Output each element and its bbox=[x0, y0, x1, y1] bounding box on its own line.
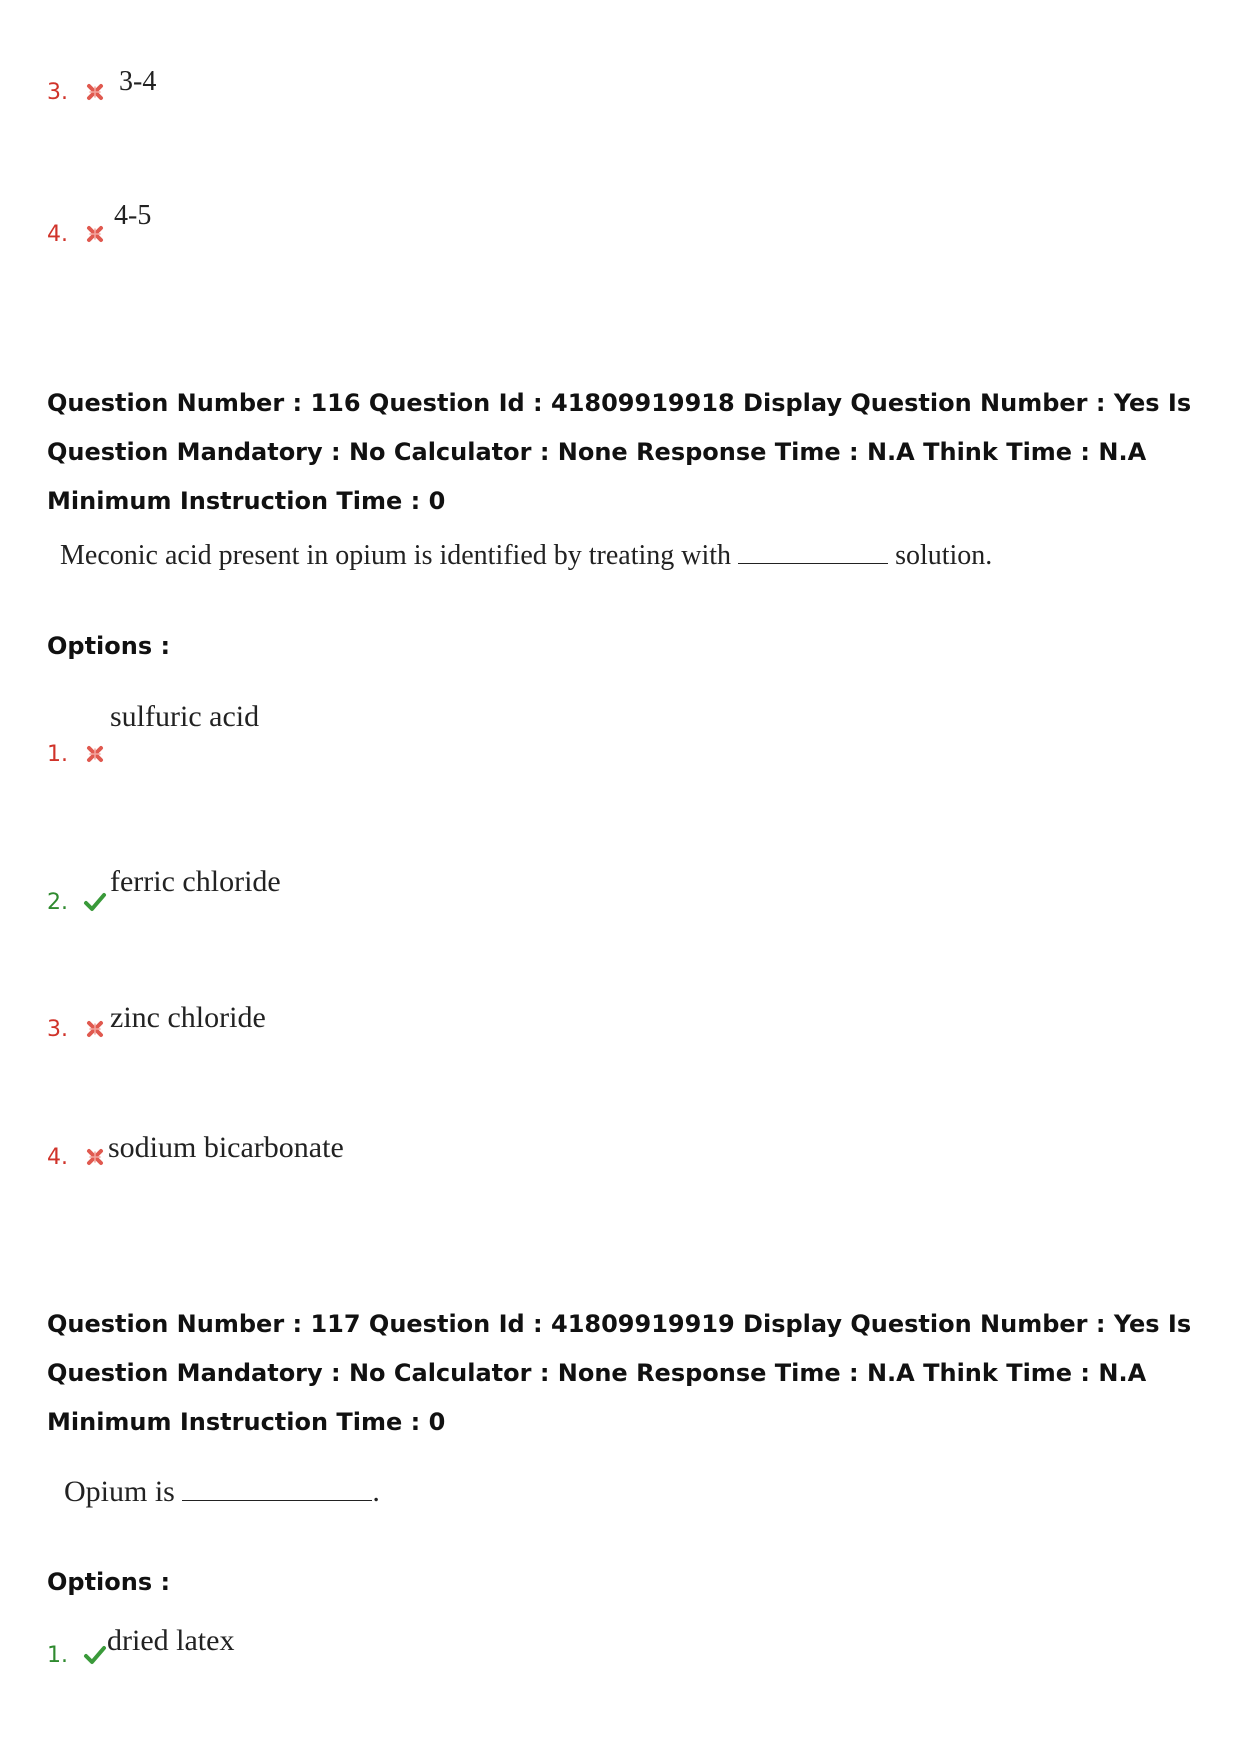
option-row bbox=[47, 1017, 107, 1042]
option-number: 4. bbox=[47, 1145, 68, 1170]
option-number: 1. bbox=[47, 1643, 68, 1668]
answer-blank bbox=[182, 1478, 372, 1501]
option-text: sodium bicarbonate bbox=[108, 1131, 344, 1164]
check-icon bbox=[83, 890, 107, 914]
option-number: 4. bbox=[47, 222, 68, 247]
option-number: 3. bbox=[47, 80, 68, 105]
option-text: dried latex bbox=[107, 1624, 235, 1657]
option-row bbox=[47, 1643, 107, 1668]
option-number: 1. bbox=[47, 742, 68, 767]
option-row bbox=[47, 742, 107, 767]
option-text: ferric chloride bbox=[110, 865, 281, 898]
question-text-after: solution. bbox=[895, 540, 993, 571]
option-row bbox=[47, 1145, 107, 1170]
question-text-before: Opium is bbox=[64, 1475, 175, 1508]
option-row bbox=[47, 890, 107, 915]
option-text: 4-5 bbox=[114, 200, 152, 231]
answer-blank bbox=[738, 541, 888, 564]
option-row bbox=[47, 80, 107, 105]
option-text: sulfuric acid bbox=[110, 700, 260, 733]
option-text: 3-4 bbox=[119, 66, 157, 97]
cross-icon bbox=[83, 222, 107, 246]
option-text: zinc chloride bbox=[110, 1001, 266, 1034]
option-number: 3. bbox=[47, 1017, 68, 1042]
cross-icon bbox=[83, 1017, 107, 1041]
question-meta: Question Number : 117 Question Id : 41809919919 Display Question Number : Yes Is Question Mandatory : No Calculator : None Response Time : N.A Think Time : N.A Minimum Instruction Time : 0 bbox=[47, 1310, 1192, 1436]
option-row bbox=[47, 222, 107, 247]
question-text bbox=[60, 540, 992, 572]
question-meta: Question Number : 116 Question Id : 41809919918 Display Question Number : Yes Is Question Mandatory : No Calculator : None Response Time : N.A Think Time : N.A Minimum Instruction Time : 0 bbox=[47, 389, 1192, 515]
options-label: Options : bbox=[47, 1568, 171, 1596]
cross-icon bbox=[83, 80, 107, 104]
question-text bbox=[64, 1475, 380, 1509]
option-number: 2. bbox=[47, 890, 68, 915]
cross-icon bbox=[83, 1145, 107, 1169]
check-icon bbox=[83, 1643, 107, 1667]
options-label: Options : bbox=[47, 632, 171, 660]
question-text-after: . bbox=[372, 1475, 380, 1508]
question-text-before: Meconic acid present in opium is identified by treating with bbox=[60, 540, 732, 571]
cross-icon bbox=[83, 742, 107, 766]
